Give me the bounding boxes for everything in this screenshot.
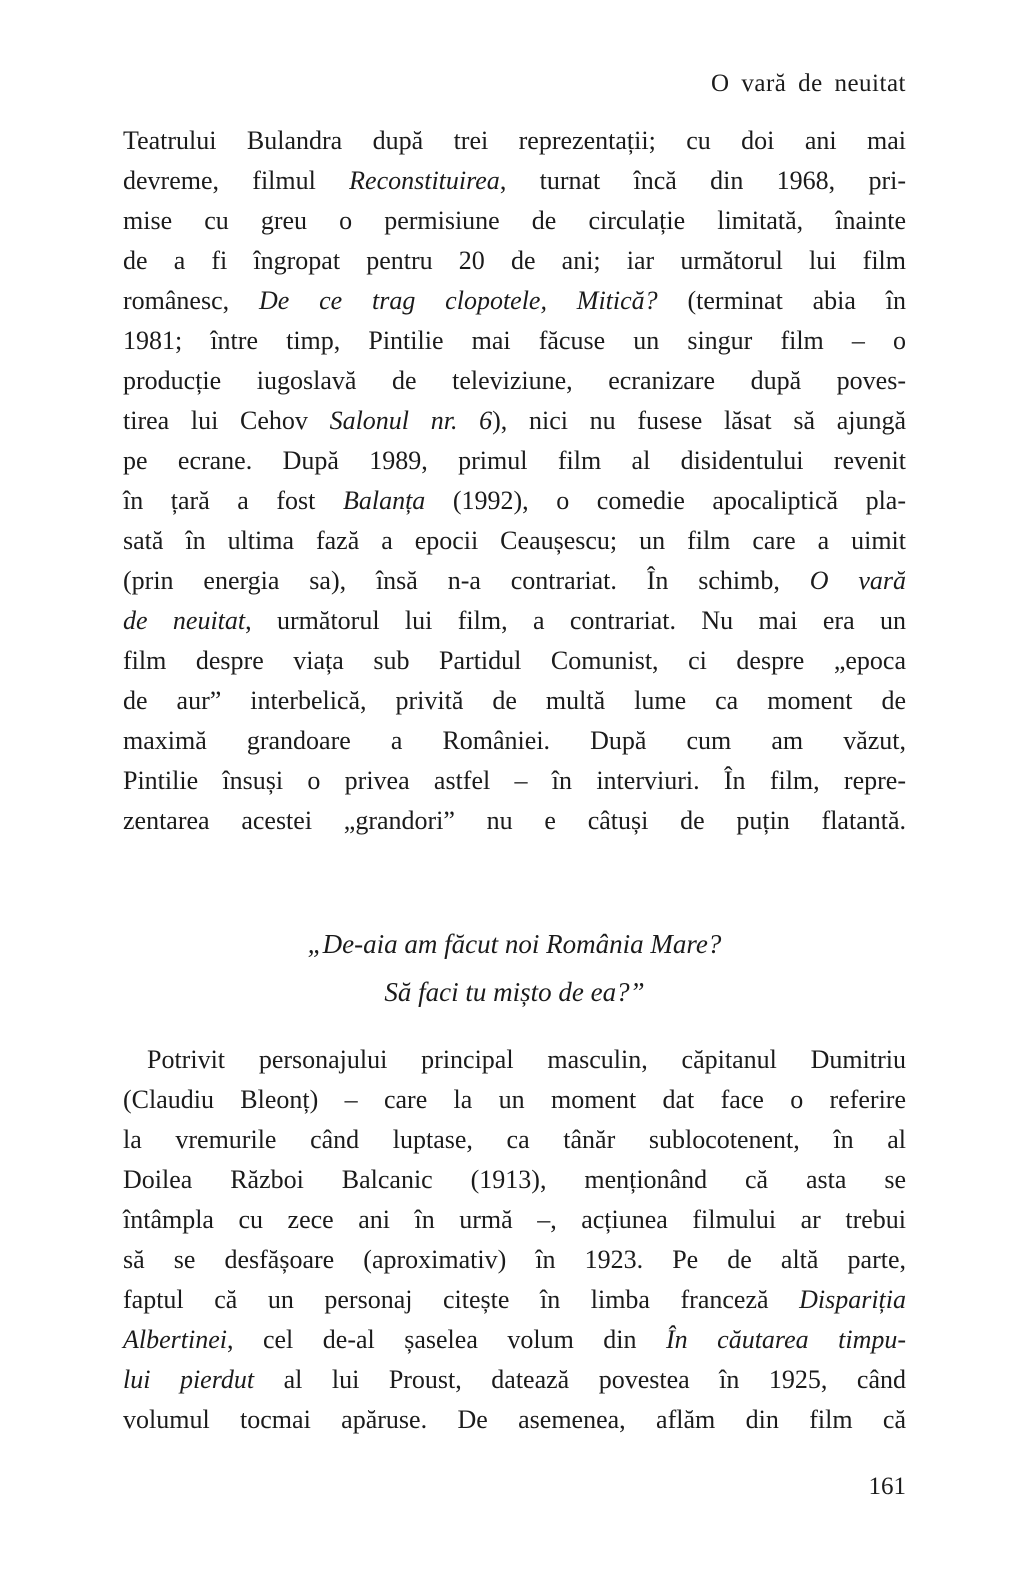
running-header: O vară de neuitat xyxy=(711,70,906,97)
text-line xyxy=(123,1400,906,1440)
page-number: 161 xyxy=(868,1473,906,1500)
text-segment: Teatrului Bulandra după trei reprezentații; cu doi ani mai xyxy=(123,126,906,155)
text-line xyxy=(123,1200,906,1240)
italic-text-segment: Balanța xyxy=(342,486,426,515)
text-line xyxy=(123,401,906,441)
text-segment: la vremurile când luptase, ca tânăr sublocotenent, în al xyxy=(123,1125,906,1154)
text-line xyxy=(123,481,906,521)
quote-line-2: Să faci tu mișto de ea?” xyxy=(384,977,645,1007)
text-segment: , turnat încă din 1968, pri- xyxy=(499,166,906,195)
italic-text-segment: de neuitat xyxy=(123,606,246,635)
text-line xyxy=(123,441,906,481)
italic-text-segment: De ce trag clopotele, Mitică? xyxy=(258,286,658,315)
italic-text-segment: Dispariția xyxy=(799,1285,906,1314)
text-segment: tirea lui Cehov xyxy=(123,406,330,435)
text-line xyxy=(123,1360,906,1400)
text-line xyxy=(123,201,906,241)
italic-text-segment: lui pierdut xyxy=(123,1365,255,1394)
text-segment: (terminat abia în xyxy=(657,286,906,315)
italic-text-segment: Salonul nr. 6 xyxy=(329,406,493,435)
text-segment: volumul tocmai apăruse. De asemenea, aflăm din film că xyxy=(123,1405,906,1434)
text-segment: (prin energia sa), însă n-a contrariat. În schimb, xyxy=(123,566,810,595)
text-segment: , următorul lui film, a contrariat. Nu mai era un xyxy=(245,606,906,635)
text-line xyxy=(123,321,906,361)
text-segment: faptul că un personaj citește în limba franceză xyxy=(123,1285,800,1314)
text-segment: de aur” interbelică, privită de multă lume ca moment de xyxy=(123,686,906,715)
text-segment: , cel de-al șaselea volum din xyxy=(226,1325,667,1354)
text-segment: să se desfășoare (aproximativ) în 1923. Pe de altă parte, xyxy=(123,1245,906,1274)
text-segment: zentarea acestei „grandori” nu e câtuși de puțin flatantă. xyxy=(123,806,906,835)
text-segment: Potrivit personajului principal masculin, căpitanul Dumitriu xyxy=(147,1045,906,1074)
text-line xyxy=(123,801,906,841)
text-line xyxy=(123,1240,906,1280)
text-segment: devreme, filmul xyxy=(123,166,350,195)
italic-text-segment: Albertinei xyxy=(123,1325,227,1354)
italic-text-segment: În căutarea timpu- xyxy=(666,1325,907,1354)
text-line xyxy=(123,1160,906,1200)
text-segment: sată în ultima fază a epocii Ceaușescu; un film care a uimit xyxy=(123,526,906,555)
text-line xyxy=(123,121,906,161)
text-segment: ), nici nu fusese lăsat să ajungă xyxy=(492,406,906,435)
body-paragraph-1 xyxy=(123,121,906,841)
text-line xyxy=(123,601,906,641)
text-line xyxy=(123,241,906,281)
text-segment: (Claudiu Bleonț) – care la un moment dat face o referire xyxy=(123,1085,906,1114)
italic-text-segment: O vară xyxy=(809,566,906,595)
text-segment: maximă grandoare a României. După cum am văzut, xyxy=(123,726,906,755)
text-segment: mise cu greu o permisiune de circulație limitată, înainte xyxy=(123,206,906,235)
text-line xyxy=(123,521,906,561)
text-segment: Pintilie însuși o privea astfel – în interviuri. În film, repre- xyxy=(123,766,906,795)
text-segment: 1981; între timp, Pintilie mai făcuse un singur film – o xyxy=(123,326,906,355)
text-segment: pe ecrane. După 1989, primul film al disidentului revenit xyxy=(123,446,906,475)
text-line xyxy=(123,1280,906,1320)
text-line xyxy=(123,1040,906,1080)
text-line xyxy=(123,681,906,721)
text-segment: în țară a fost xyxy=(123,486,343,515)
text-line xyxy=(123,1320,906,1360)
quote-heading xyxy=(123,920,906,1016)
text-line xyxy=(123,361,906,401)
text-line xyxy=(123,161,906,201)
text-line xyxy=(123,721,906,761)
text-segment: producție iugoslavă de televiziune, ecranizare după poves- xyxy=(123,366,906,395)
text-segment: întâmpla cu zece ani în urmă –, acțiunea filmului ar trebui xyxy=(123,1205,906,1234)
body-paragraph-2 xyxy=(123,1040,906,1440)
text-segment: de a fi îngropat pentru 20 de ani; iar următorul lui film xyxy=(123,246,906,275)
text-line xyxy=(123,641,906,681)
text-segment: românesc, xyxy=(123,286,259,315)
text-line xyxy=(123,1080,906,1120)
text-segment: Doilea Război Balcanic (1913), menționând că asta se xyxy=(123,1165,906,1194)
text-line xyxy=(123,561,906,601)
italic-text-segment: Reconstituirea xyxy=(349,166,500,195)
text-line xyxy=(123,281,906,321)
text-segment: (1992), o comedie apocaliptică pla- xyxy=(425,486,906,515)
text-line xyxy=(123,761,906,801)
text-segment: film despre viața sub Partidul Comunist, ci despre „epoca xyxy=(123,646,906,675)
text-segment: al lui Proust, datează povestea în 1925, când xyxy=(254,1365,906,1394)
quote-line-1: „De-aia am făcut noi România Mare? xyxy=(307,929,722,959)
text-line xyxy=(123,1120,906,1160)
